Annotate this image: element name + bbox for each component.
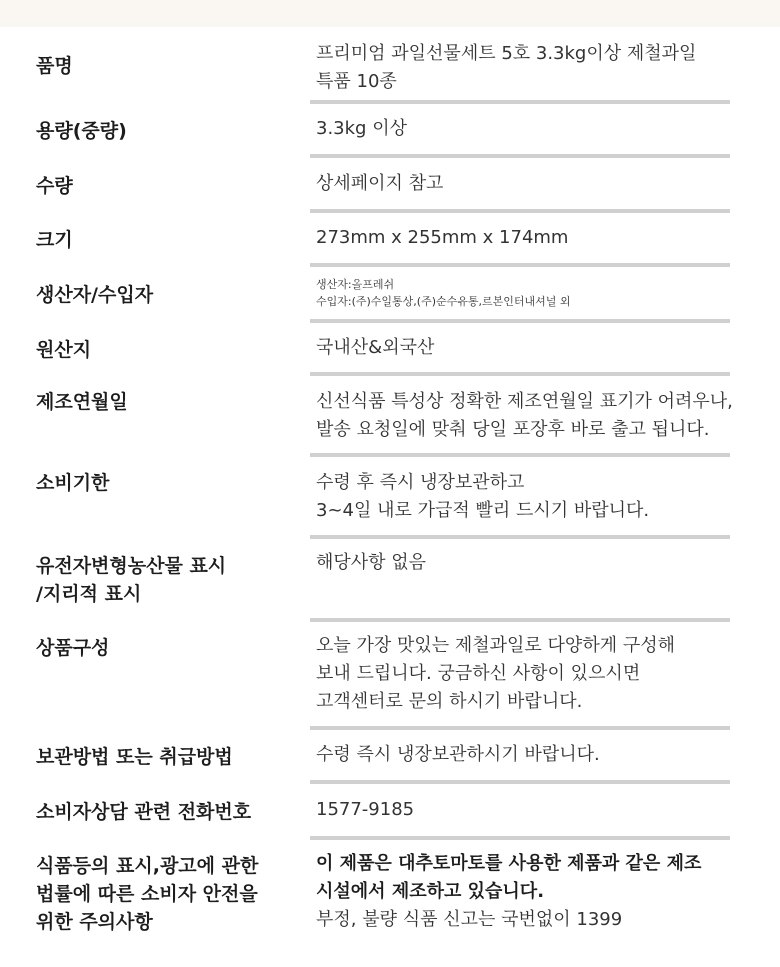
label-text: 용량(중량) bbox=[36, 120, 127, 142]
label-text: 크기 bbox=[36, 229, 73, 251]
top-band bbox=[0, 0, 780, 27]
value-text: 수령 후 즉시 냉장보관하고 bbox=[316, 472, 525, 493]
value-producer bbox=[310, 267, 730, 323]
value-text: 1577-9185 bbox=[316, 799, 415, 820]
value-text: 이 제품은 대추토마토를 사용한 제품과 같은 제조 bbox=[316, 853, 702, 874]
value-text: 발송 요청일에 맞춰 당일 포장후 바로 출고 됩니다. bbox=[316, 419, 710, 440]
label-origin bbox=[0, 323, 310, 376]
value-text: 273mm x 255mm x 174mm bbox=[316, 227, 569, 248]
row-capacity bbox=[0, 104, 780, 158]
row-manufacture-date bbox=[0, 376, 780, 457]
label-expiry bbox=[0, 457, 310, 539]
label-text: 소비자상담 관련 전화번호 bbox=[36, 801, 252, 823]
label-text: 제조연월일 bbox=[36, 391, 128, 413]
label-text: 법률에 따른 소비자 안전을 bbox=[36, 883, 258, 905]
label-text: 식품등의 표시,광고에 관한 bbox=[36, 855, 259, 877]
value-size bbox=[310, 213, 730, 267]
value-text: 해당사항 없음 bbox=[316, 552, 427, 573]
label-text: 유전자변형농산물 표시 bbox=[36, 555, 227, 577]
row-storage bbox=[0, 730, 780, 784]
row-origin bbox=[0, 323, 780, 376]
label-product-name bbox=[0, 27, 310, 104]
label-text: 소비기한 bbox=[36, 472, 110, 494]
label-phone bbox=[0, 784, 310, 840]
value-text: 고객센터로 문의 하시기 바랍니다. bbox=[316, 691, 583, 712]
row-caution bbox=[0, 840, 780, 945]
value-composition bbox=[310, 622, 730, 730]
row-product-name bbox=[0, 27, 780, 104]
label-composition bbox=[0, 622, 310, 730]
row-gmo bbox=[0, 539, 780, 622]
row-size bbox=[0, 213, 780, 267]
value-text: 오늘 가장 맛있는 제철과일로 다양하게 구성해 bbox=[316, 635, 675, 656]
label-text: 보관방법 또는 취급방법 bbox=[36, 746, 233, 768]
value-text: 3~4일 내로 가급적 빨리 드시기 바랍니다. bbox=[316, 500, 650, 521]
label-text: 품명 bbox=[36, 54, 73, 77]
row-producer bbox=[0, 267, 780, 323]
value-capacity bbox=[310, 104, 730, 158]
label-size bbox=[0, 213, 310, 267]
row-expiry bbox=[0, 457, 780, 539]
value-product-name bbox=[310, 27, 730, 104]
value-text: 신선식품 특성상 정확한 제조연월일 표기가 어려우나, bbox=[316, 391, 733, 412]
value-text: 시설에서 제조하고 있습니다. bbox=[316, 881, 545, 902]
label-quantity bbox=[0, 158, 310, 213]
row-quantity bbox=[0, 158, 780, 213]
value-text: 생산자:올프레쉬 bbox=[316, 278, 395, 291]
value-gmo bbox=[310, 539, 730, 622]
value-text: 국내산&외국산 bbox=[316, 336, 435, 358]
row-phone bbox=[0, 784, 780, 840]
label-text: 상품구성 bbox=[36, 637, 110, 659]
label-text: 위한 주의사항 bbox=[36, 911, 153, 933]
label-producer bbox=[0, 267, 310, 323]
value-storage bbox=[310, 730, 730, 784]
product-info-table bbox=[0, 27, 780, 945]
label-text: 원산지 bbox=[36, 338, 92, 361]
value-quantity bbox=[310, 158, 730, 213]
label-manufacture-date bbox=[0, 376, 310, 457]
value-text: 특품 10종 bbox=[316, 71, 397, 92]
value-expiry bbox=[310, 457, 730, 539]
label-text: 수량 bbox=[36, 174, 73, 197]
label-storage bbox=[0, 730, 310, 784]
value-text: 프리미엄 과일선물세트 5호 3.3kg이상 제철과일 bbox=[316, 43, 697, 64]
value-origin bbox=[310, 323, 730, 376]
label-text: /지리적 표시 bbox=[36, 583, 142, 605]
label-text: 생산자/수입자 bbox=[36, 284, 154, 306]
value-text: 수입자:(주)수일통상,(주)순수유통,르본인터내셔널 외 bbox=[316, 295, 571, 308]
value-caution bbox=[310, 840, 730, 945]
value-text: 상세페이지 참고 bbox=[316, 172, 444, 194]
value-text: 수령 즉시 냉장보관하시기 바랍니다. bbox=[316, 744, 600, 765]
value-phone bbox=[310, 784, 730, 840]
value-manufacture-date bbox=[310, 376, 733, 457]
row-composition bbox=[0, 622, 780, 730]
value-text: 3.3kg 이상 bbox=[316, 118, 407, 139]
value-text: 보내 드립니다. 궁금하신 사항이 있으시면 bbox=[316, 663, 641, 684]
label-capacity bbox=[0, 104, 310, 158]
value-text: 부정, 불량 식품 신고는 국번없이 1399 bbox=[316, 909, 623, 930]
label-gmo bbox=[0, 539, 310, 622]
label-caution bbox=[0, 840, 310, 945]
